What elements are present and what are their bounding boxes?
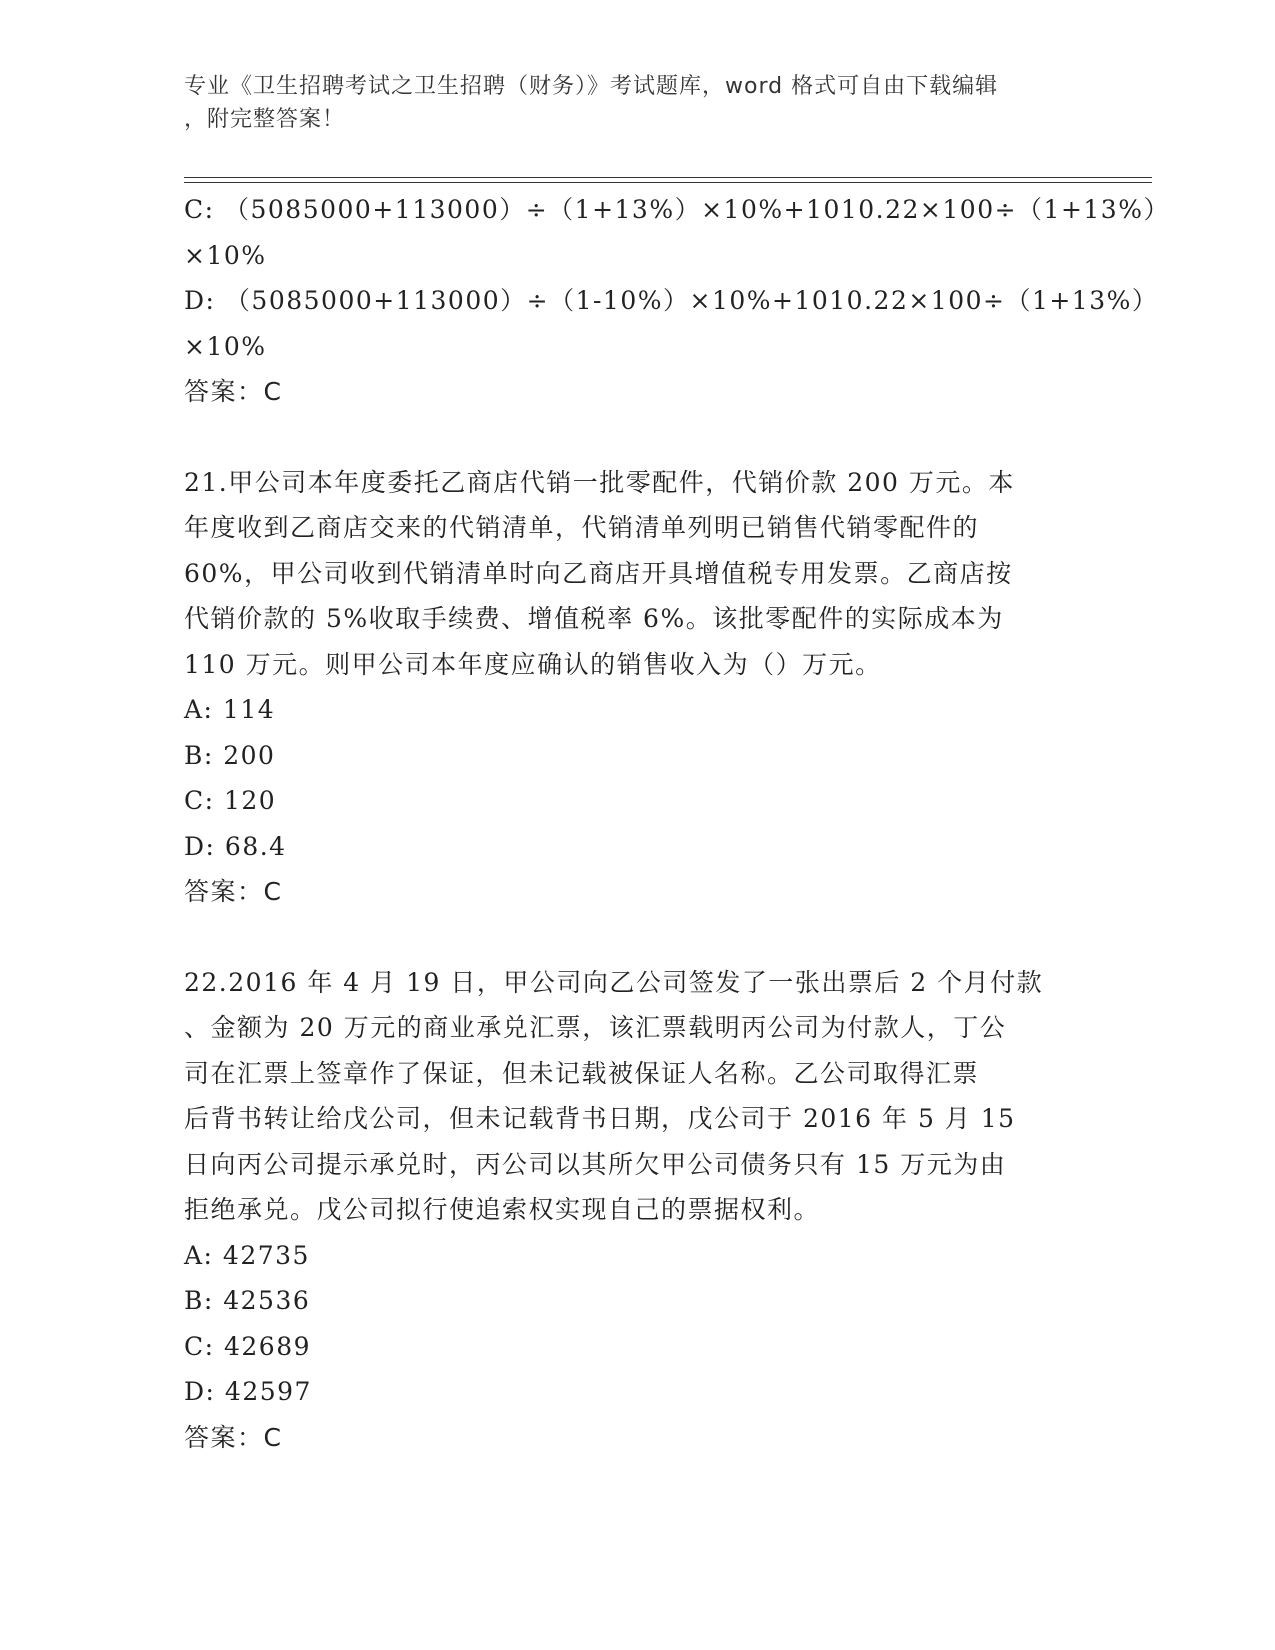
- option-a: A: 114: [184, 695, 276, 724]
- option-b: B: 200: [184, 740, 276, 770]
- spacer: [184, 915, 1064, 960]
- question-21: [184, 460, 1064, 915]
- question-content: [184, 187, 1170, 1460]
- question-stem-line: 代销价款的 5%收取手续费、增值税率 6%。该批零配件的实际成本为: [184, 604, 1004, 633]
- header-line-1: 专业《卫生招聘考试之卫生招聘（财务）》考试题库，word 格式可自由下载编辑: [184, 74, 999, 99]
- question-stem-line: 日向丙公司提示承兑时，丙公司以其所欠甲公司债务只有 15 万元为由: [184, 1149, 1007, 1179]
- answer: 答案：C: [184, 377, 283, 406]
- option-d: D: 42597: [184, 1377, 312, 1406]
- option-c-line-1: C: （5085000+113000）÷（1+13%）×10%+1010.22×100÷（1+13%）: [184, 195, 1170, 224]
- question-stem-line: 、金额为 20 万元的商业承兑汇票，该汇票载明丙公司为付款人，丁公: [184, 1013, 1007, 1042]
- question-stem-line: 21.甲公司本年度委托乙商店代销一批零配件，代销价款 200 万元。本: [184, 467, 1015, 497]
- document-header: [184, 70, 1064, 136]
- option-c-line-2: ×10%: [184, 240, 267, 270]
- question-22: [184, 960, 1064, 1461]
- question-20: [184, 187, 1170, 415]
- question-stem-line: 60%，甲公司收到代销清单时向乙商店开具增值税专用发票。乙商店按: [184, 558, 1013, 588]
- question-stem-line: 后背书转让给戊公司，但未记载背书日期，戊公司于 2016 年 5 月 15: [184, 1104, 1016, 1133]
- header-line-2: ，附完整答案！: [184, 107, 346, 132]
- option-d: D: 68.4: [184, 831, 287, 861]
- question-stem-line: 22.2016 年 4 月 19 日，甲公司向乙公司签发了一张出票后 2 个月付款: [184, 967, 1044, 997]
- question-stem-line: 拒绝承兑。戊公司拟行使追索权实现自己的票据权利。: [184, 1195, 821, 1224]
- option-d-line-1: D: （5085000+113000）÷（1-10%）×10%+1010.22×100÷（1+13%）: [184, 286, 1159, 315]
- answer: 答案：C: [184, 1422, 283, 1452]
- question-stem-line: 110 万元。则甲公司本年度应确认的销售收入为（）万元。: [184, 649, 882, 679]
- option-b: B: 42536: [184, 1286, 311, 1315]
- answer: 答案：C: [184, 877, 283, 906]
- question-stem-line: 年度收到乙商店交来的代销清单，代销清单列明已销售代销零配件的: [184, 513, 980, 542]
- divider-line-top: [184, 177, 1152, 178]
- header-divider: [184, 177, 1152, 183]
- option-c: C: 120: [184, 786, 277, 815]
- divider-line-bottom: [184, 182, 1152, 183]
- option-a: A: 42735: [184, 1240, 310, 1270]
- option-c: C: 42689: [184, 1331, 312, 1361]
- question-stem-line: 司在汇票上签章作了保证，但未记载被保证人名称。乙公司取得汇票: [184, 1058, 980, 1088]
- option-d-line-2: ×10%: [184, 331, 267, 361]
- spacer: [184, 415, 1064, 460]
